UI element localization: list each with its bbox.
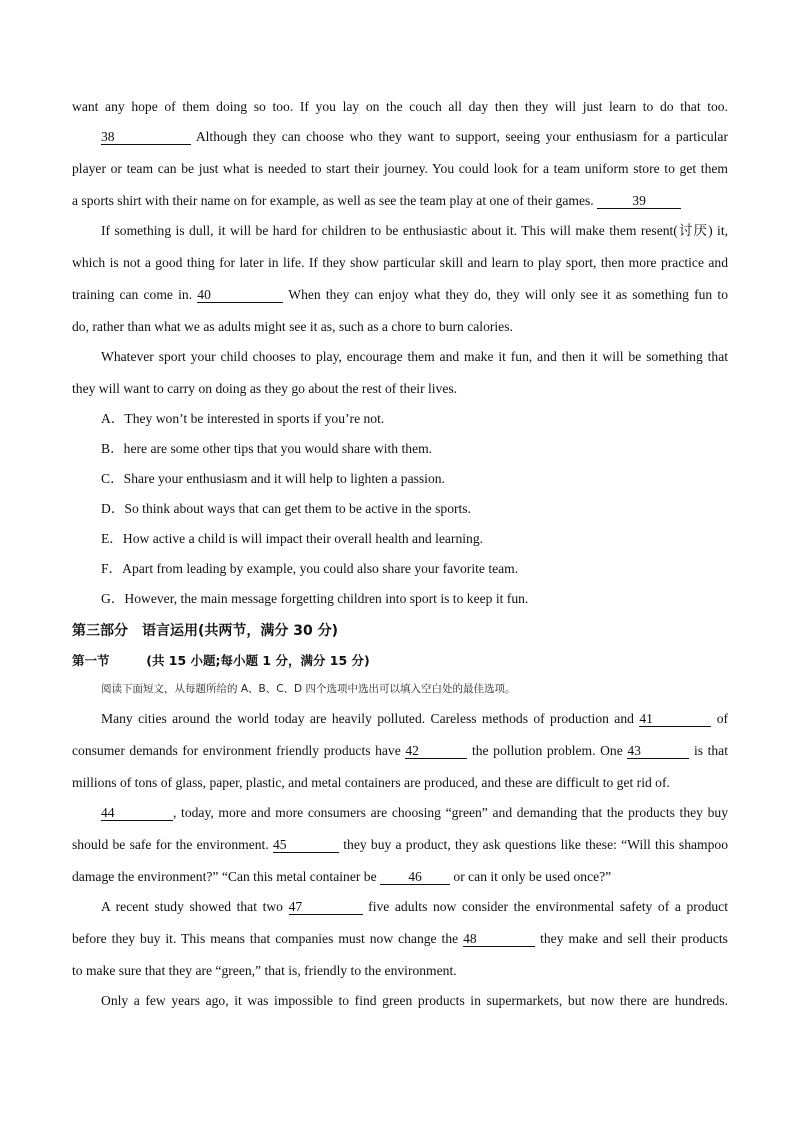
option-b[interactable]: B．here are some other tips that you would share with them.: [101, 441, 433, 456]
text: five adults now consider the environmental safety of a product: [368, 899, 728, 914]
text: If something is dull, it will be hard for children to be enthusiastic about it. This will make them resent(讨厌) it,: [101, 223, 728, 238]
text: they make and sell their products: [540, 931, 728, 946]
blank-47[interactable]: 47: [289, 899, 363, 915]
text: want any hope of them doing so too. If you lay on the couch all day then they will just learn to do that too.: [72, 99, 728, 114]
passage-line: [72, 192, 728, 210]
text: player or team can be just what is needed to start their journey. You could look for a team uniform store to get them: [72, 161, 728, 176]
text: do, rather than what we as adults might see it as, such as a chore to burn calories.: [72, 319, 513, 334]
text: , today, more and more consumers are choosing “green” and demanding that the products they buy: [173, 805, 728, 820]
text: should be safe for the environment.: [72, 837, 269, 852]
text: or can it only be used once?”: [453, 869, 612, 884]
text: Many cities around the world today are heavily polluted. Careless methods of production and: [101, 711, 634, 726]
blank-40[interactable]: 40: [197, 287, 283, 303]
passage-line: [72, 286, 728, 304]
passage-line: [72, 380, 728, 398]
text: which is not a good thing for later in life. If they show particular skill and learn to play sport, then more practice and: [72, 255, 728, 270]
text: Whatever sport your child chooses to play, encourage them and make it fun, and then it will be something that: [101, 349, 728, 364]
passage-line: [72, 742, 728, 760]
section-title: 第三部分 语言运用(共两节，满分 30 分): [72, 623, 339, 639]
passage-line: [101, 992, 728, 1010]
text: damage the environment?” “Can this metal container be: [72, 869, 377, 884]
passage-line: [101, 804, 728, 822]
passage-line: [101, 710, 728, 728]
text: of: [716, 711, 729, 726]
text: millions of tons of glass, paper, plastic, and metal containers are produced, and these are difficult to get rid of.: [72, 775, 670, 790]
passage-line: [72, 254, 728, 272]
blank-39[interactable]: 39: [597, 193, 681, 209]
option-f[interactable]: F．Apart from leading by example, you could also share your favorite team.: [101, 561, 519, 576]
blank-46[interactable]: 46: [380, 869, 450, 885]
instruction: 阅读下面短文，从每题所给的 A、B、C、D 四个选项中选出可以填入空白处的最佳选项。: [101, 683, 516, 695]
blank-43[interactable]: 43: [627, 743, 689, 759]
text: they buy a product, they ask questions like these: “Will this shampoo: [343, 837, 729, 852]
passage-line: [101, 898, 728, 916]
passage-line: [72, 836, 728, 854]
text: When they can enjoy what they do, they will only see it as something fun to: [288, 287, 728, 302]
blank-41[interactable]: 41: [639, 711, 711, 727]
option-a[interactable]: A．They won’t be interested in sports if you’re not.: [101, 411, 385, 426]
text: to make sure that they are “green,” that is, friendly to the environment.: [72, 963, 457, 978]
passage-line: [72, 930, 728, 948]
text: before they buy it. This means that companies must now change the: [72, 931, 459, 946]
blank-45[interactable]: 45: [273, 837, 339, 853]
blank-42[interactable]: 42: [405, 743, 467, 759]
passage-line: [101, 348, 728, 366]
subsection-title: [72, 651, 370, 669]
blank-44[interactable]: 44: [101, 805, 173, 821]
blank-38[interactable]: 38: [101, 129, 191, 145]
passage-line: [72, 160, 728, 178]
subsection-label: 第一节: [72, 653, 110, 668]
text: A recent study showed that two: [101, 899, 283, 914]
text: Only a few years ago, it was impossible to find green products in supermarkets, but now there are hundreds.: [101, 993, 728, 1008]
subsection-scoring: (共 15 小题;每小题 1 分，满分 15 分): [146, 653, 370, 668]
text: training can come in.: [72, 287, 193, 302]
option-e[interactable]: E．How active a child is will impact their overall health and learning.: [101, 531, 484, 546]
passage-line: [72, 774, 728, 792]
passage-line: [72, 318, 728, 336]
text: they will want to carry on doing as they go about the rest of their lives.: [72, 381, 458, 396]
option-g[interactable]: G．However, the main message forgetting children into sport is to keep it fun.: [101, 591, 529, 606]
passage-line: [101, 128, 728, 146]
text: a sports shirt with their name on for example, as well as see the team play at one of their games.: [72, 193, 594, 208]
text: is that: [693, 743, 728, 758]
text: the pollution problem. One: [471, 743, 623, 758]
text: Although they can choose who they want to support, seeing your enthusiasm for a particular: [195, 129, 728, 144]
option-c[interactable]: C．Share your enthusiasm and it will help to lighten a passion.: [101, 471, 445, 486]
blank-48[interactable]: 48: [463, 931, 535, 947]
option-d[interactable]: D．So think about ways that can get them to be active in the sports.: [101, 501, 471, 516]
passage-line: [72, 98, 728, 116]
passage-line: [72, 868, 728, 886]
passage-line: [72, 962, 728, 980]
text: consumer demands for environment friendly products have: [72, 743, 401, 758]
passage-line: [101, 222, 728, 240]
